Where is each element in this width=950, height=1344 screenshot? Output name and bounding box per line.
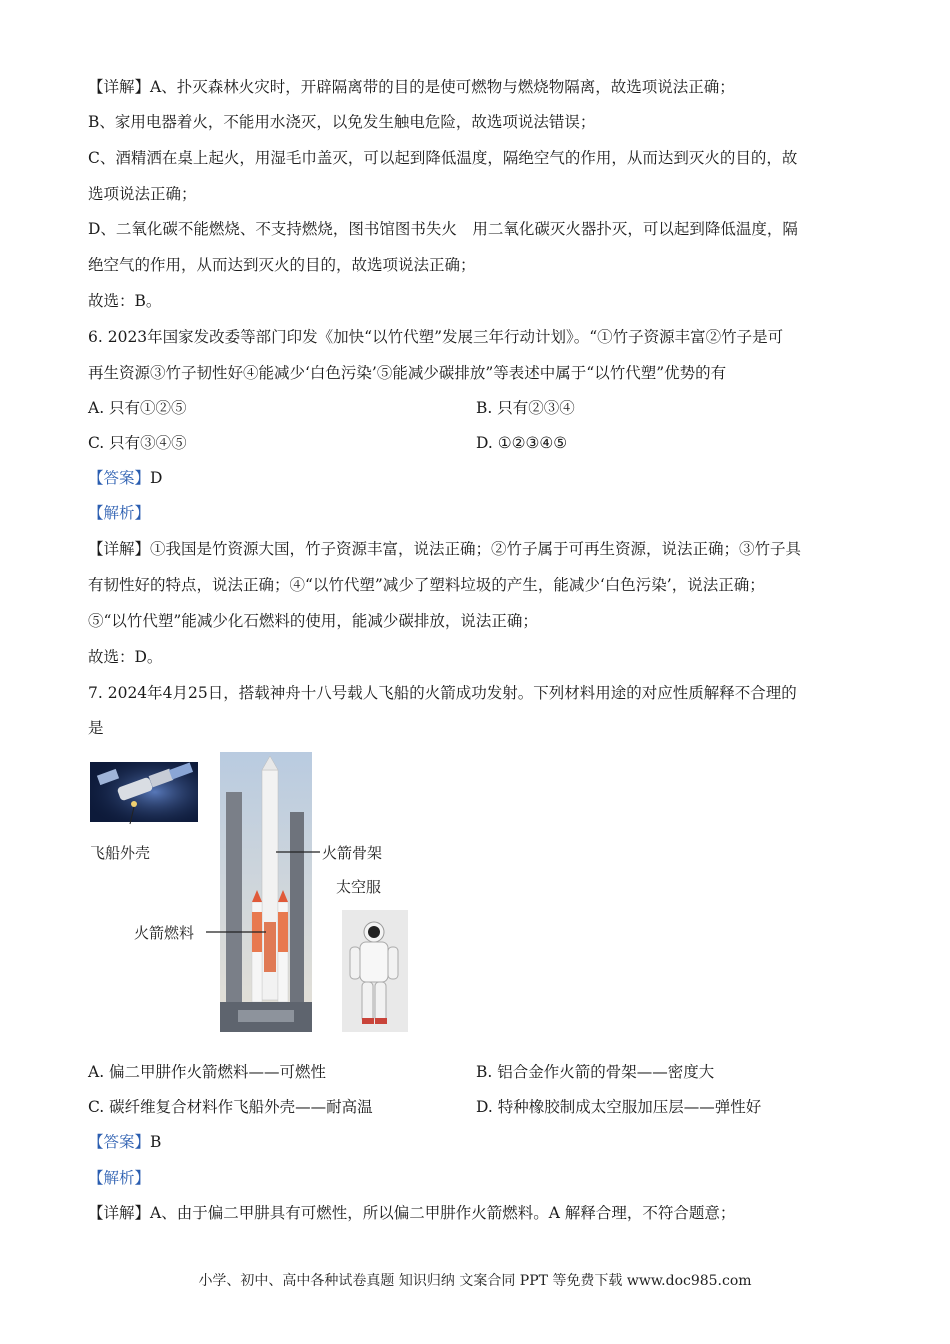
question-6-stem: 再生资源③竹子韧性好④能减少‘白色污染’⑤能减少碳排放”等表述中属于“以竹代塑”优势的有 (88, 364, 727, 382)
q6-detail-line: 故选：D。 (88, 648, 163, 666)
question-6-stem: 6. 2023年国家发改委等部门印发《加快“以竹代塑”发展三年行动计划》。“①竹子资源丰富②竹子是可 (88, 328, 784, 346)
q6-option-a: A. 只有①②⑤ (88, 399, 187, 417)
q7-option-d: D. 特种橡胶制成太空服加压层——弹性好 (476, 1098, 762, 1116)
q6-option-c: C. 只有③④⑤ (88, 434, 187, 452)
answer-value: B (150, 1133, 162, 1151)
label-spacecraft-shell: 飞船外壳 (90, 844, 151, 862)
question-7-stem: 7. 2024年4月25日，搭载神舟十八号载人飞船的火箭成功发射。下列材料用途的对应性质解释不合理的 (88, 684, 797, 702)
q7-detail-line: 【详解】A、由于偏二甲肼具有可燃性，所以偏二甲肼作火箭燃料。A 解释合理，不符合题意； (88, 1204, 736, 1222)
question-7-stem: 是 (88, 719, 104, 737)
label-rocket-frame: 火箭骨架 (322, 844, 383, 862)
answer-tag: 【答案】 (88, 1133, 151, 1151)
q6-detail-line: 【详解】①我国是竹资源大国，竹子资源丰富，说法正确；②竹子属于可再生资源，说法正确；③竹子具 (88, 540, 802, 558)
explanation-line: 【详解】A、扑灭森林火灾时，开辟隔离带的目的是使可燃物与燃烧物隔离，故选项说法正确； (88, 78, 735, 96)
q6-detail-line: 有韧性好的特点，说法正确；④“以竹代塑”减少了塑料垃圾的产生，能减少‘白色污染’，说法正确； (88, 576, 765, 594)
explanation-line: 故选：B。 (88, 292, 162, 310)
answer-value: D (150, 469, 163, 487)
q6-option-b: B. 只有②③④ (476, 399, 575, 417)
explanation-line: 选项说法正确； (88, 185, 197, 203)
explanation-line: 绝空气的作用，从而达到灭火的目的，故选项说法正确； (88, 256, 476, 274)
explanation-line: D、二氧化碳不能燃烧、不支持燃烧，图书馆图书失火 用二氧化碳灭火器扑灭，可以起到降低温度，隔 (88, 220, 798, 238)
q7-analysis-tag: 【解析】 (88, 1169, 151, 1187)
q7-option-a: A. 偏二甲肼作火箭燃料——可燃性 (88, 1063, 327, 1081)
q7-option-b: B. 铝合金作火箭的骨架——密度大 (476, 1063, 715, 1081)
rocket-photo (220, 752, 312, 1032)
q6-detail-line: ⑤“以竹代塑”能减少化石燃料的使用，能减少碳排放，说法正确； (88, 612, 538, 630)
astronaut-photo (342, 910, 408, 1032)
q6-analysis-tag: 【解析】 (88, 504, 151, 522)
spacecraft-photo (90, 762, 198, 824)
answer-tag: 【答案】 (88, 469, 151, 487)
page-footer: 小学、初中、高中各种试卷真题 知识归纳 文案合同 PPT 等免费下载 www.doc985.com (198, 1273, 752, 1289)
rocket-figure (88, 752, 418, 1034)
q7-option-c: C. 碳纤维复合材料作飞船外壳——耐高温 (88, 1098, 373, 1116)
label-space-suit: 太空服 (336, 878, 382, 896)
explanation-line: C、酒精洒在桌上起火，用湿毛巾盖灭，可以起到降低温度，隔绝空气的作用，从而达到灭火的目的，故 (88, 149, 798, 167)
q6-option-d: D. ①②③④⑤ (476, 434, 568, 452)
label-rocket-fuel: 火箭燃料 (134, 924, 195, 942)
explanation-line: B、家用电器着火，不能用水浇灭，以免发生触电危险，故选项说法错误； (88, 113, 596, 131)
q6-answer (88, 467, 162, 489)
q7-answer (88, 1131, 161, 1153)
